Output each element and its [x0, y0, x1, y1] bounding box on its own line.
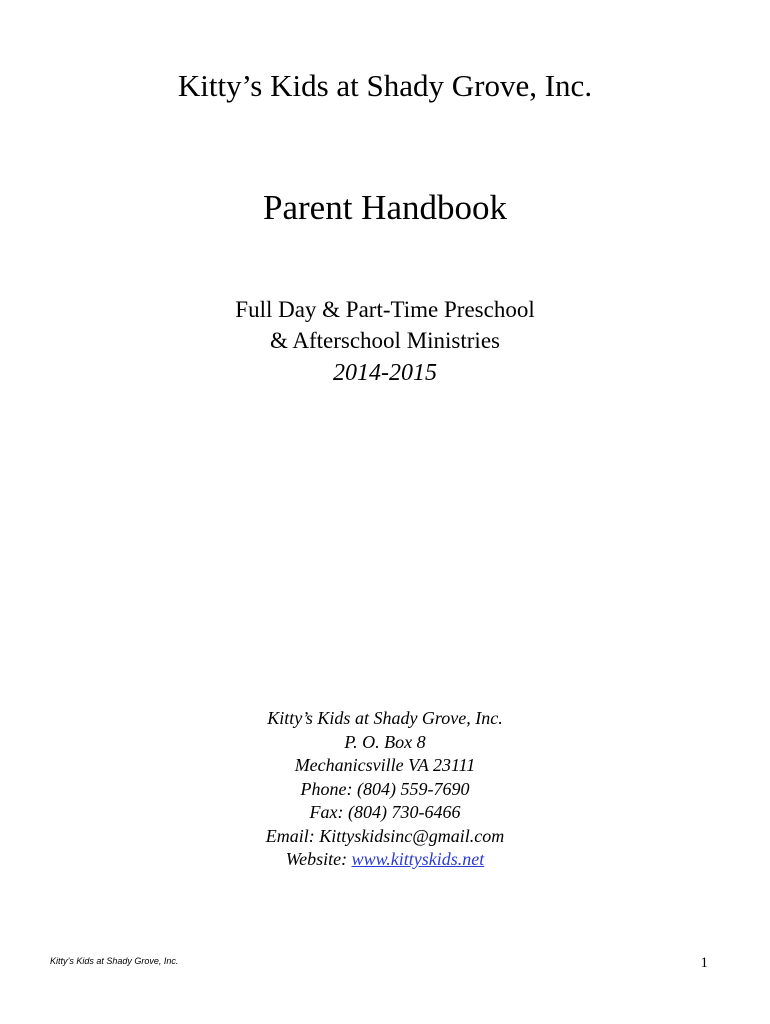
contact-block — [0, 707, 770, 872]
contact-phone: Phone: (804) 559-7690 — [300, 778, 470, 799]
contact-po-box: P. O. Box 8 — [344, 731, 426, 752]
programs-line-2: & Afterschool Ministries — [270, 328, 500, 353]
website-link[interactable]: www.kittyskids.net — [351, 849, 485, 869]
programs-line-1: Full Day & Part-Time Preschool — [235, 297, 535, 322]
page-number: 1 — [700, 955, 708, 971]
contact-city: Mechanicsville VA 23111 — [294, 755, 476, 775]
programs-block — [0, 294, 770, 356]
contact-fax: Fax: (804) 730-6466 — [309, 802, 461, 822]
document-title: Parent Handbook — [263, 188, 507, 227]
website-label: Website: — [285, 849, 352, 869]
school-year: 2014-2015 — [333, 360, 437, 386]
footer-organization: Kitty’s Kids at Shady Grove, Inc. — [50, 956, 179, 966]
organization-title: Kitty’s Kids at Shady Grove, Inc. — [177, 68, 593, 103]
contact-name: Kitty’s Kids at Shady Grove, Inc. — [267, 708, 503, 728]
contact-website — [0, 848, 770, 872]
contact-email: Email: Kittyskidsinc@gmail.com — [265, 825, 505, 846]
